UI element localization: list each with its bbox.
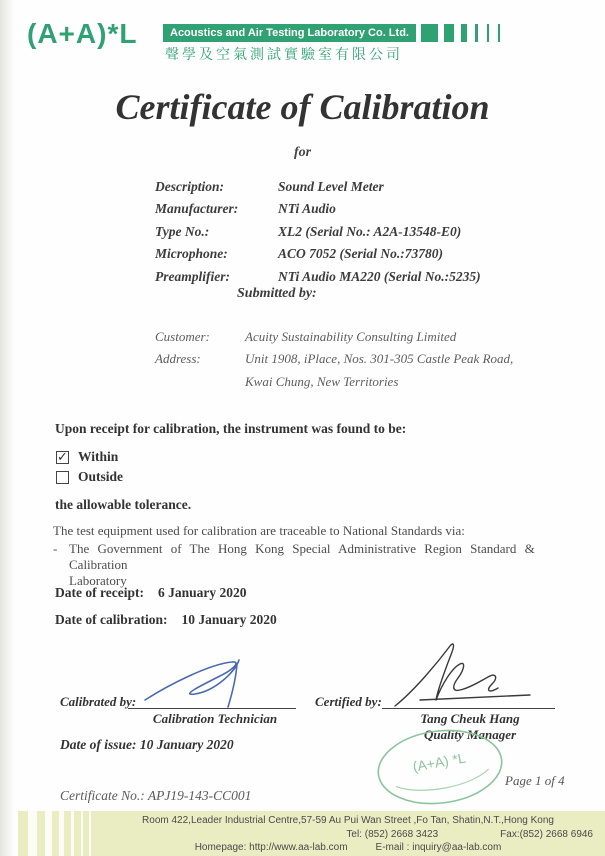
footer-email: E-mail : inquiry@aa-lab.com [375, 842, 502, 853]
detail-value: ACO 7052 (Serial No.:73780) [278, 246, 443, 262]
date-receipt-value: 6 January 2020 [157, 585, 247, 600]
date-of-receipt [55, 585, 246, 601]
certified-by-title: Quality Manager [423, 727, 517, 742]
date-receipt-label: Date of receipt: [55, 585, 144, 600]
address-line2: Kwai Chung, New Territories [245, 373, 399, 389]
date-of-calibration [55, 612, 277, 628]
certificate-title: Certificate of Calibration [115, 87, 490, 127]
address-line1: Unit 1908, iPlace, Nos. 301-305 Castle Peak Road, [245, 351, 514, 367]
footer [18, 811, 605, 856]
detail-value: Sound Level Meter [278, 179, 384, 194]
certificate-number: Certificate No.: APJ19-143-CC001 [60, 788, 252, 803]
customer-label: Customer: [155, 329, 210, 344]
calibrated-signature-image [140, 652, 280, 708]
bar-icon [475, 24, 478, 42]
tolerance-intro: Upon receipt for calibration, the instrument was found to be: [55, 421, 407, 436]
checkbox-within-checked: ✓ [57, 449, 68, 465]
address-label: Address: [155, 351, 201, 367]
detail-label: Microphone: [155, 246, 228, 262]
traceability-laboratory: Laboratory [69, 573, 127, 588]
bar-icon [498, 24, 500, 42]
option-outside [56, 467, 123, 487]
address-row [155, 351, 513, 373]
company-name-banner: Acoustics and Air Testing Laboratory Co. Ltd. [163, 24, 416, 42]
traceability-body: The Government of The Hong Kong Special Administrative Region Standard & Calibration [69, 541, 535, 572]
detail-label: Manufacturer: [155, 201, 239, 217]
footer-web-email [103, 841, 593, 855]
option-outside-label: Outside [78, 469, 124, 484]
detail-row-description [155, 179, 481, 201]
footer-stripes-decoration [18, 811, 108, 856]
date-calibration-label: Date of calibration: [55, 612, 168, 627]
date-calibration-value: 10 January 2020 [181, 612, 277, 627]
footer-text [103, 814, 593, 855]
bar-icon [487, 24, 489, 42]
detail-value: XL2 (Serial No.: A2A-13548-E0) [278, 223, 462, 239]
detail-value: NTi Audio MA220 (Serial No.:5235) [278, 268, 481, 284]
checkbox-outside-unchecked [56, 471, 69, 484]
detail-row-microphone [155, 246, 481, 268]
stripe-icon [89, 811, 91, 856]
logo-bars-decoration [421, 24, 504, 42]
company-logo: (A+A)*L [27, 18, 138, 49]
certified-signature-image [390, 640, 550, 710]
traceability-bullet-row [53, 541, 561, 573]
option-within-label: Within [78, 449, 119, 464]
detail-label: Type No.: [155, 223, 210, 239]
calibrated-by-label: Calibrated by: [60, 694, 137, 709]
bar-icon [461, 24, 467, 42]
title-for: for [293, 145, 312, 160]
detail-label: Preamplifier: [155, 268, 230, 284]
header [0, 0, 605, 70]
date-of-issue: Date of issue: 10 January 2020 [60, 737, 234, 752]
option-within [56, 447, 123, 467]
stripe-icon [28, 811, 37, 856]
stripe-icon [71, 811, 74, 856]
footer-homepage: Homepage: http://www.aa-lab.com [194, 842, 348, 853]
detail-label: Description: [155, 179, 224, 194]
footer-tel: Tel: (852) 2668 3423 [346, 828, 439, 840]
detail-value: NTi Audio [278, 201, 336, 217]
detail-row-type-no [155, 224, 481, 246]
detail-row-preamplifier [155, 269, 481, 291]
calibrated-signature-line [128, 708, 296, 709]
tolerance-options [56, 447, 123, 487]
address-row2 [155, 374, 513, 396]
footer-address: Room 422,Leader Industrial Centre,57-59 Au Pui Wan Street ,Fo Tan, Shatin,N.T.,Hong Kong [142, 815, 554, 826]
customer-row [155, 329, 513, 351]
header-banner-row [163, 24, 504, 42]
customer-name: Acuity Sustainability Consulting Limited [245, 329, 457, 344]
certified-by-label: Certified by: [315, 694, 382, 709]
tolerance-outro: the allowable tolerance. [55, 497, 192, 512]
bar-icon [444, 24, 454, 42]
certified-by-name: Tang Cheuk Hang [420, 711, 520, 726]
company-name-chinese: 聲學及空氣測試實驗室有限公司 [165, 46, 403, 62]
company-stamp [372, 725, 508, 809]
page-number: Page 1 of 4 [505, 773, 565, 788]
stripe-icon [45, 811, 52, 856]
calibrated-by-title: Calibration Technician [152, 711, 278, 726]
stamp-text: (A+A) *L [411, 749, 467, 775]
customer-block [155, 329, 513, 396]
traceability-intro: The test equipment used for calibration are traceable to National Standards via: [53, 523, 465, 538]
detail-row-manufacturer [155, 201, 481, 223]
submitted-by-heading: Submitted by: [237, 286, 317, 301]
bar-icon [421, 24, 438, 42]
footer-tel-fax [103, 828, 593, 842]
traceability-block [53, 523, 561, 589]
footer-fax: Fax:(852) 2668 6946 [500, 828, 593, 840]
instrument-details [155, 179, 481, 291]
stripe-icon [81, 811, 83, 856]
stripe-icon [59, 811, 64, 856]
bullet-dash: - [53, 541, 58, 556]
